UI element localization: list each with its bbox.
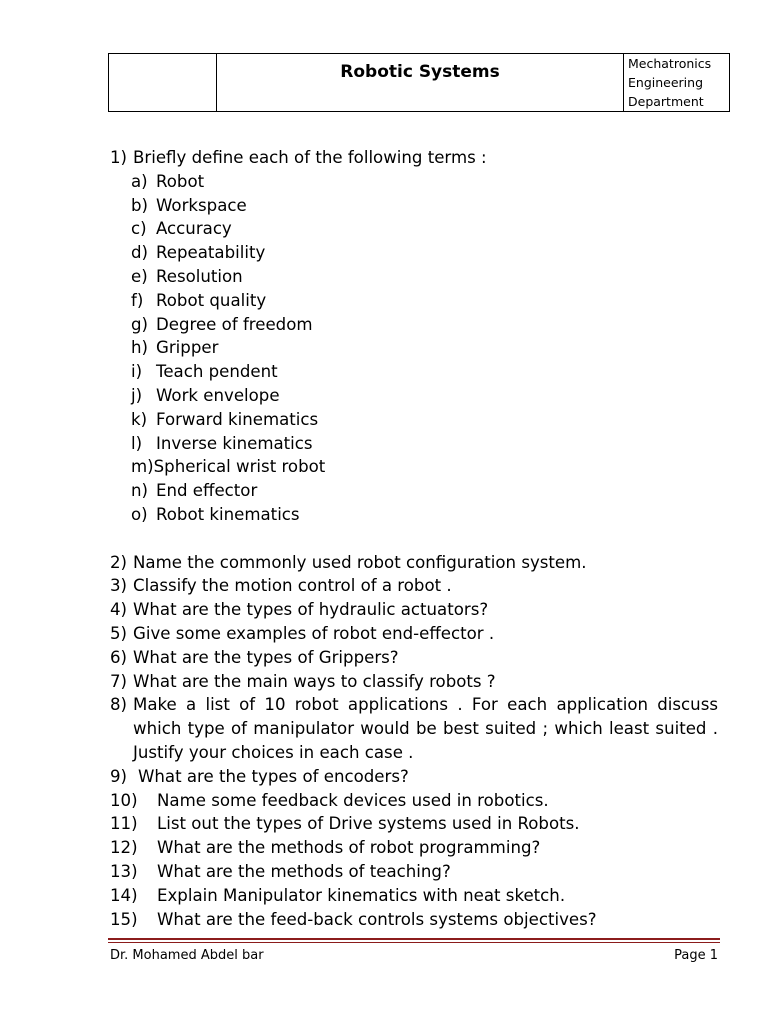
question-2 [110, 551, 718, 575]
term-text: Inverse kinematics [156, 433, 313, 453]
term-item [131, 432, 718, 456]
term-letter: i) [131, 362, 143, 382]
term-item [131, 479, 718, 503]
term-item [131, 170, 718, 194]
question-text: What are the main ways to classify robots ? [133, 671, 496, 691]
term-text: Teach pendent [156, 362, 278, 382]
question-7 [110, 670, 718, 694]
term-letter: g) [131, 314, 149, 334]
term-text: Degree of freedom [156, 314, 313, 334]
question-12 [110, 836, 718, 860]
term-list [131, 170, 718, 527]
term-text: Robot kinematics [156, 504, 300, 524]
question-text: What are the types of encoders? [138, 766, 409, 786]
term-item [131, 265, 718, 289]
question-number: 3) [110, 576, 128, 596]
question-number: 4) [110, 600, 128, 620]
term-item [131, 455, 718, 479]
question-text: What are the methods of robot programming? [157, 838, 541, 858]
question-text: Explain Manipulator kinematics with neat sketch. [157, 885, 566, 905]
question-number: 7) [110, 671, 128, 691]
term-item [131, 408, 718, 432]
question-text: Give some examples of robot end-effector . [133, 623, 495, 643]
question-5 [110, 622, 718, 646]
term-item [131, 241, 718, 265]
question-6 [110, 646, 718, 670]
term-letter: j) [131, 385, 143, 405]
question-number: 12) [110, 838, 138, 858]
question-10 [110, 789, 718, 813]
question-number: 13) [110, 861, 138, 881]
department-cell [624, 54, 730, 112]
department-line-3: Department [628, 94, 704, 109]
question-14 [110, 884, 718, 908]
term-item [131, 194, 718, 218]
footer-divider-thin [108, 942, 720, 943]
question-number: 14) [110, 885, 138, 905]
term-letter: d) [131, 243, 149, 263]
department-line-2: Engineering [628, 75, 703, 90]
term-letter: b) [131, 195, 149, 215]
question-number: 9) [110, 766, 128, 786]
question-9 [110, 765, 718, 789]
spacer [110, 527, 718, 551]
term-letter: m) [131, 457, 154, 477]
question-text: Name some feedback devices used in robotics. [157, 790, 549, 810]
question-number: 8) [110, 695, 128, 715]
term-text: Work envelope [156, 385, 280, 405]
question-11 [110, 812, 718, 836]
term-letter: o) [131, 504, 148, 524]
term-letter: e) [131, 266, 148, 286]
question-list [110, 146, 718, 931]
term-text: Robot quality [156, 290, 267, 310]
term-text: Spherical wrist robot [153, 457, 326, 477]
question-3 [110, 574, 718, 598]
term-letter: f) [131, 290, 144, 310]
question-number: 10) [110, 790, 138, 810]
term-item [131, 384, 718, 408]
term-item [131, 360, 718, 384]
term-text: Robot [156, 171, 205, 191]
term-text: Forward kinematics [156, 409, 319, 429]
question-text: What are the feed-back controls systems objectives? [157, 909, 597, 929]
question-number: 11) [110, 814, 138, 834]
term-letter: c) [131, 219, 147, 239]
question-number: 2) [110, 552, 128, 572]
term-item [131, 313, 718, 337]
term-letter: n) [131, 481, 148, 501]
question-text: List out the types of Drive systems used in Robots. [157, 814, 580, 834]
term-item [131, 217, 718, 241]
question-number: 6) [110, 647, 128, 667]
term-text: Workspace [156, 195, 247, 215]
term-letter: h) [131, 338, 148, 358]
question-text: Classify the motion control of a robot . [133, 576, 452, 596]
question-text: Make a list of 10 robot applications . For each application discuss which type of manipulator would be best suited ; which least suited . Justify your choices in each case . [133, 695, 718, 762]
term-letter: a) [131, 171, 148, 191]
term-item [131, 336, 718, 360]
question-number: 5) [110, 623, 128, 643]
footer-author: Dr. Mohamed Abdel bar [110, 948, 264, 963]
question-number: 15) [110, 909, 138, 929]
question-1 [110, 146, 718, 170]
term-item [131, 503, 718, 527]
question-13 [110, 860, 718, 884]
question-text: What are the types of Grippers? [133, 647, 399, 667]
term-text: Accuracy [156, 219, 232, 239]
term-text: End effector [156, 481, 258, 501]
question-number: 1) [110, 148, 128, 167]
question-text: What are the types of hydraulic actuators? [133, 600, 489, 620]
term-item [131, 289, 718, 313]
term-text: Repeatability [156, 243, 266, 263]
term-letter: l) [131, 433, 143, 453]
question-text: Name the commonly used robot configuration system. [133, 552, 587, 572]
question-text: Briefly define each of the following terms : [133, 148, 487, 167]
question-4 [110, 598, 718, 622]
department-line-1: Mechatronics [628, 56, 712, 71]
term-text: Gripper [156, 338, 219, 358]
term-letter: k) [131, 409, 148, 429]
document-title: Robotic Systems [217, 54, 624, 112]
term-text: Resolution [156, 266, 243, 286]
header-table [108, 53, 730, 112]
footer-divider [108, 938, 720, 940]
question-15 [110, 908, 718, 932]
question-text: What are the methods of teaching? [157, 861, 451, 881]
question-8 [110, 693, 718, 764]
page-number: Page 1 [674, 948, 718, 963]
header-empty-cell [109, 54, 217, 112]
